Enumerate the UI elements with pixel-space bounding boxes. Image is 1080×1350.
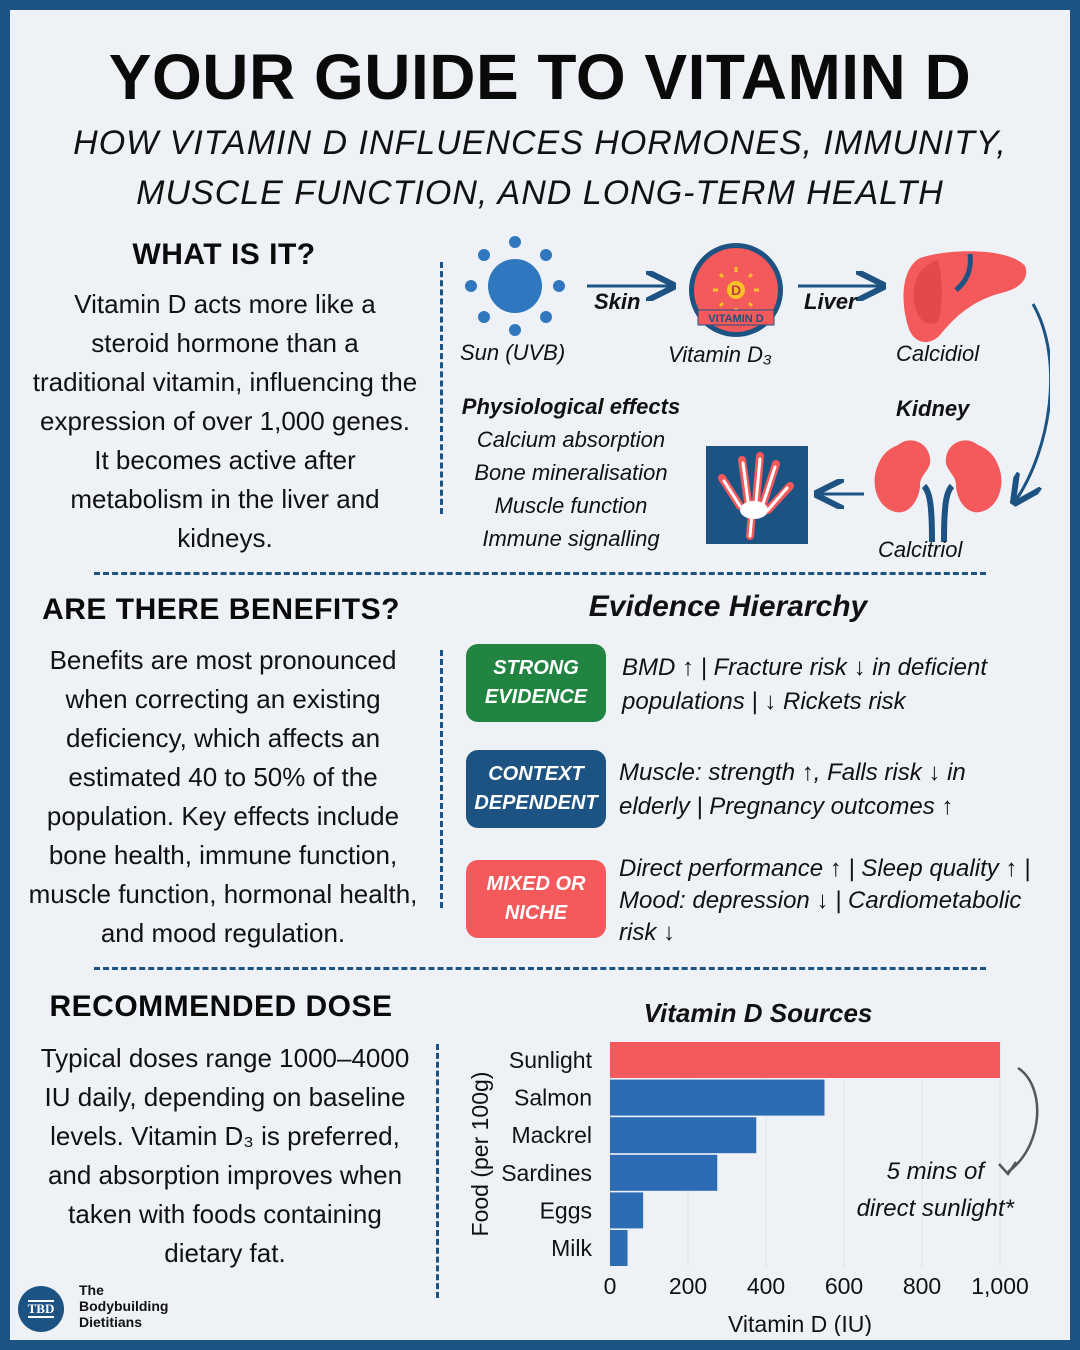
divider-vertical-2 [440,650,443,908]
bar-eggs [610,1192,643,1228]
benefits-body: Benefits are most pronounced when correcting an existing deficiency, which affects an estimated 40 to 50% of the population. Key effects include bone health, immune function, muscle function, hormonal health, and mood regulation. [28,645,418,948]
skin-label: Skin [594,289,641,314]
bar-mackrel [610,1117,756,1153]
evidence-text-mixed: Direct performance ↑ | Sleep quality ↑ | Mood: depression ↓ | Cardiometabolic risk ↓ [619,855,1031,946]
what-body: Vitamin D acts more like a steroid hormone than a traditional vitamin, influencing the expression of over 1,000 genes. It becomes active after metabolism in the liver and kidneys. [32,289,418,553]
annotation-arrowhead [999,1162,1016,1174]
calcitriol-label: Calcitriol [878,537,963,562]
dose-heading: RECOMMENDED DOSE [49,990,393,1023]
logo-line: Bodybuilding [79,1298,169,1314]
badge-line: EVIDENCE [484,686,588,708]
effect-item: Bone mineralisation [474,460,668,485]
kidney-label: Kidney [896,396,970,421]
annotation-text-line-1: 5 mins of [886,1158,984,1185]
logo-badge-text: TBD [27,1301,55,1316]
x-tick-label: 400 [746,1273,786,1299]
hand-xray-icon [706,446,808,544]
evidence-title: Evidence Hierarchy [588,590,868,623]
badge-line: MIXED OR [486,873,586,895]
subtitle-line-2: MUSCLE FUNCTION, AND LONG-TERM HEALTH [136,174,944,212]
badge-line: DEPENDENT [474,792,598,814]
effect-item: Muscle function [494,493,648,518]
category-label: Salmon [514,1084,592,1111]
evidence-badge-mixed [466,860,606,938]
vitamin-d-icon [689,243,783,337]
annotation-arrow [1008,1068,1037,1172]
x-tick-label: 600 [824,1273,864,1299]
logo-text [79,1282,168,1330]
bar-sunlight [610,1042,1000,1078]
infographic-page [10,10,1070,1340]
what-heading: WHAT IS IT? [132,238,316,271]
bar-salmon [610,1080,825,1116]
effects-title: Physiological effects [461,394,681,419]
category-label: Eggs [539,1197,592,1224]
x-axis-label: Vitamin D (IU) [728,1311,872,1336]
svg-text:D: D [730,282,742,298]
sun-icon [465,236,565,336]
calcidiol-label: Calcidiol [896,341,980,366]
subtitle-line-1: HOW VITAMIN D INFLUENCES HORMONES, IMMUNITY, [73,124,1007,162]
divider-vertical-3 [436,1044,439,1298]
divider-vertical-1 [440,262,443,514]
x-tick-label: 800 [902,1273,942,1299]
x-tick-label: 1,000 [971,1273,1029,1299]
evidence-badge-strong [466,644,606,722]
vitamin-d3-label: Vitamin D₃ [668,342,772,367]
category-label: Sardines [501,1159,592,1186]
bar-sardines [610,1155,717,1191]
logo-line: Dietitians [79,1314,143,1330]
annotation-text-line-2: direct sunlight* [856,1195,1014,1222]
effect-item: Calcium absorption [476,427,666,452]
x-tick-label: 0 [603,1273,617,1299]
category-label: Milk [551,1235,592,1261]
arrow-liver-to-kidney [1016,304,1050,500]
evidence-text-context: Muscle: strength ↑, Falls risk ↓ in elderly | Pregnancy outcomes ↑ [619,759,966,820]
benefits-heading: ARE THERE BENEFITS? [42,593,400,626]
chart-title: Vitamin D Sources [643,998,873,1028]
kidney-icon [875,440,1002,542]
logo-badge [18,1286,64,1332]
badge-line: STRONG [493,657,579,679]
vitamin-d-sources-chart [446,976,1066,1336]
dose-body: Typical doses range 1000–4000 IU daily, depending on baseline levels. Vitamin D₃ is preferred, and absorption improves when taken with foods containing dietary fat. [40,1043,410,1268]
effect-item: Immune signalling [482,526,660,551]
svg-text:VITAMIN D: VITAMIN D [708,313,764,325]
category-label: Mackrel [511,1122,592,1149]
evidence-badge-context [466,750,606,828]
badge-line: CONTEXT [488,763,584,785]
y-axis-label: Food (per 100g) [467,1071,493,1237]
liver-icon [904,251,1027,342]
page-title: YOUR GUIDE TO VITAMIN D [108,41,972,113]
x-tick-label: 200 [668,1273,708,1299]
logo-line: The [79,1282,104,1298]
divider-horizontal-1 [94,572,986,575]
category-label: Sunlight [508,1047,592,1073]
liver-label: Liver [804,289,857,314]
divider-horizontal-2 [94,967,986,970]
evidence-text-strong: BMD ↑ | Fracture risk ↓ in deficient populations | ↓ Rickets risk [622,654,987,715]
badge-line: NICHE [504,902,568,924]
bar-milk [610,1230,628,1266]
sun-label: Sun (UVB) [460,340,566,365]
